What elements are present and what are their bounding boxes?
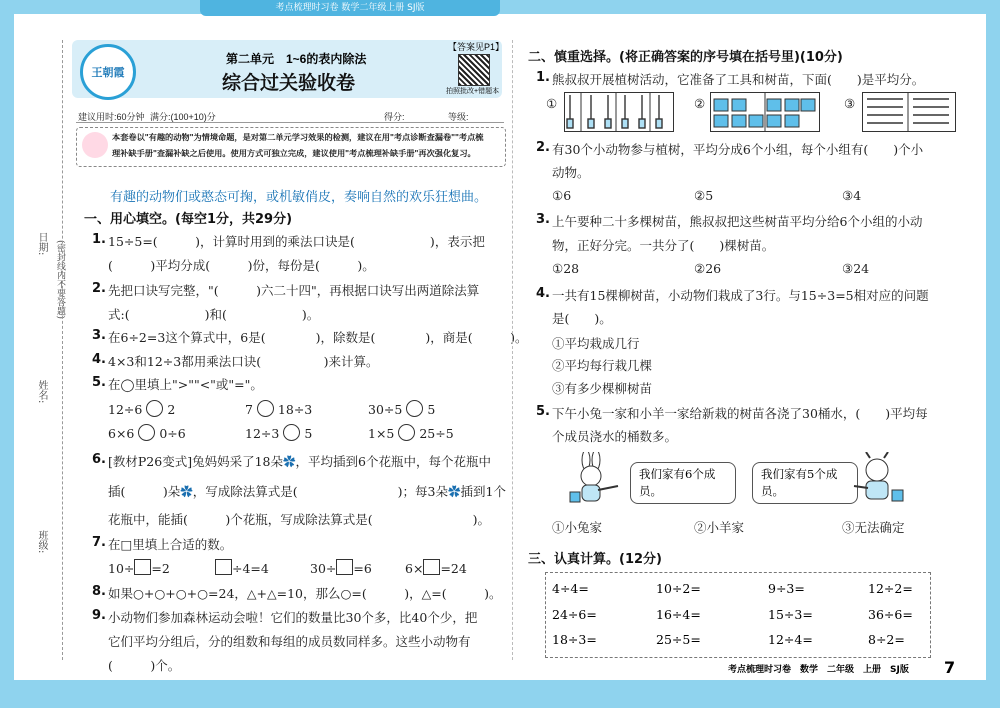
s2-q4-opt3[interactable]: ③有多少棵柳树苗 <box>552 381 653 396</box>
q4-number: 4. <box>92 352 106 367</box>
s2-q3-opt2[interactable]: ②26 <box>694 261 722 276</box>
footer-text: 考点梳理时习卷 数学 二年级 上册 SJ版 <box>728 665 909 675</box>
s2-q4-opt1[interactable]: ①平均栽成几行 <box>552 336 640 351</box>
compare-circle[interactable] <box>257 400 274 417</box>
page-title: 综合过关验收卷 <box>222 73 356 94</box>
calc-item[interactable]: 12÷2= <box>868 581 913 596</box>
q7-line: 在□里填上合适的数。 <box>108 537 233 552</box>
compare-circle[interactable] <box>283 424 300 441</box>
q1-number: 1. <box>92 232 106 247</box>
q7-number: 7. <box>92 535 106 550</box>
calc-item[interactable]: 10÷2= <box>656 581 701 596</box>
goat-icon <box>852 452 908 510</box>
rose-icon: ✿ <box>282 454 296 469</box>
seal-line <box>62 40 63 660</box>
level-field[interactable]: 等级: <box>448 112 469 122</box>
class-label: 班级: <box>36 530 47 554</box>
girl-mascot-icon <box>82 132 108 158</box>
q4-line: 4×3和12÷3都用乘法口诀( )来计算。 <box>108 354 379 369</box>
unit-title: 第二单元 1~6的表内除法 <box>226 52 367 66</box>
s2-q1-opt2-label: ② <box>694 96 706 111</box>
answer-box[interactable] <box>423 559 440 575</box>
rakes-image <box>862 92 956 132</box>
q8-line: 如果○+○+○+○=24，△+△=10，那么○=( )，△=( )。 <box>108 586 502 601</box>
s2-q5-opt2[interactable]: ②小羊家 <box>694 520 745 535</box>
top-banner: 考点梳理时习卷 数学二年级上册 SJ版 <box>200 0 500 16</box>
calc-item[interactable]: 9÷3= <box>768 581 805 596</box>
rose-icon: ✿ <box>448 484 461 499</box>
s2-q5-line-a: 下午小兔一家和小羊一家给新栽的树苗各浇了30桶水，( )平均每 <box>552 406 928 421</box>
s2-q4-opt2[interactable]: ②平均每行栽几棵 <box>552 358 653 373</box>
answer-box[interactable] <box>336 559 353 575</box>
s2-q5-opt1[interactable]: ①小兔家 <box>552 520 603 535</box>
seal-note: (密封线内不要答题) <box>55 240 65 320</box>
s2-q4-line-a: 一共有15棵柳树苗，小动物们栽成了3行。与15÷3=5相对应的问题 <box>552 288 929 303</box>
compare-circle[interactable] <box>138 424 155 441</box>
compare-3: 30÷5 5 <box>368 402 436 417</box>
q6-line-c: 花瓶中，能插( )个花瓶，写成除法算式是( )。 <box>108 512 491 527</box>
s2-q3-line-b: 物，正好分完。一共分了( )棵树苗。 <box>552 238 775 253</box>
section-1-title: 一、用心填空。(每空1分，共29分) <box>84 212 293 227</box>
section-2-title: 二、慎重选择。(将正确答案的序号填在括号里)(10分) <box>528 50 843 65</box>
s2-q2-line-a: 有30个小动物参与植树，平均分成6个小组，每个小组有( )个小 <box>552 142 924 157</box>
q9-line-b: 它们平均分组后，分的组数和每组的成员数同样多。这些小动物有 <box>108 634 471 649</box>
s2-q4-line-b: 是( )。 <box>552 311 612 326</box>
qr-caption: 拍照批改+错题本 <box>446 88 500 95</box>
q6-number: 6. <box>92 452 106 467</box>
calc-box <box>545 572 931 658</box>
compare-5: 12÷3 5 <box>245 426 313 441</box>
page-number: 7 <box>944 658 956 677</box>
calc-item[interactable]: 18÷3= <box>552 632 597 647</box>
buckets-image <box>710 92 820 132</box>
answer-box[interactable] <box>215 559 232 575</box>
compare-1: 12÷6 2 <box>108 402 176 417</box>
q9-line-a: 小动物们参加森林运动会啦！它们的数量比30个多，比40个少，把 <box>108 610 478 625</box>
s2-q4-number: 4. <box>536 286 550 301</box>
date-label: 日期: <box>36 232 47 256</box>
s2-q2-number: 2. <box>536 140 550 155</box>
q1-line-b: ( )平均分成( )份，每份是( )。 <box>108 258 375 273</box>
s2-q2-line-b: 动物。 <box>552 165 590 180</box>
compare-6: 1×5 25÷5 <box>368 426 454 441</box>
s2-q3-opt1[interactable]: ①28 <box>552 261 580 276</box>
calc-item[interactable]: 16÷4= <box>656 607 701 622</box>
q8-number: 8. <box>92 584 106 599</box>
q2-number: 2. <box>92 281 106 296</box>
section-3-title: 三、认真计算。(12分) <box>528 552 662 567</box>
s2-q1-opt1-label: ① <box>546 96 558 111</box>
q9-line-c: ( )个。 <box>108 658 181 673</box>
shovels-image <box>564 92 674 132</box>
q9-number: 9. <box>92 608 106 623</box>
rose-icon: ✿ <box>180 484 193 499</box>
full-score: 满分:(100+10)分 <box>150 112 216 122</box>
answer-box[interactable] <box>134 559 151 575</box>
q2-line-a: 先把口诀写完整，"( )六二十四"，再根据口诀写出两道除法算 <box>108 283 480 298</box>
calc-item[interactable]: 24÷6= <box>552 607 597 622</box>
fill-1: 10÷ =2 <box>108 561 170 576</box>
score-field[interactable]: 得分: <box>384 112 405 122</box>
s2-q1-line: 熊叔叔开展植树活动，它准备了工具和树苗，下面( )是平均分。 <box>552 72 925 87</box>
s2-q3-line-a: 上午要种二十多棵树苗，熊叔叔把这些树苗平均分给6个小组的小动 <box>552 214 923 229</box>
meta-divider <box>76 122 504 123</box>
q6-line-a: [教材P26变式]兔妈妈采了18朵✿，平均插到6个花瓶中，每个花瓶中 <box>108 454 491 469</box>
compare-circle[interactable] <box>398 424 415 441</box>
compare-4: 6×6 0÷6 <box>108 426 186 441</box>
compare-2: 7 18÷3 <box>245 402 313 417</box>
s2-q3-number: 3. <box>536 212 550 227</box>
suggested-time: 建议用时:60分钟 <box>78 112 145 122</box>
compare-circle[interactable] <box>406 400 423 417</box>
q3-line: 在6÷2=3这个算式中，6是( )，除数是( )，商是( )。 <box>108 330 528 345</box>
name-label: 姓名: <box>36 380 47 404</box>
s2-q1-opt3-label: ③ <box>844 96 856 111</box>
tip-line-2: 理补缺手册"查漏补缺之后使用。使用方式可独立完成，建议使用"考点梳理补缺手册"再次强化复习。 <box>112 149 476 158</box>
q6-line-b: 插( )朵✿，写成除法算式是( )；每3朵✿插到1个 <box>108 484 506 499</box>
intro-line: 有趣的动物们或憨态可掬，或机敏俏皮，奏响自然的欢乐狂想曲。 <box>110 189 488 204</box>
s2-q5-line-b: 个成员浇水的桶数多。 <box>552 429 678 444</box>
calc-item[interactable]: 8÷2= <box>868 632 905 647</box>
rabbit-speech-bubble: 我们家有6个成员。 <box>630 462 736 504</box>
s2-q2-opt1[interactable]: ①6 <box>552 188 572 203</box>
rabbit-icon <box>568 452 620 510</box>
calc-item[interactable]: 25÷5= <box>656 632 701 647</box>
s2-q5-opt3[interactable]: ③无法确定 <box>842 520 905 535</box>
compare-circle[interactable] <box>146 400 163 417</box>
fill-3: 30÷ =6 <box>310 561 372 576</box>
q3-number: 3. <box>92 328 106 343</box>
qr-code[interactable] <box>458 54 490 86</box>
fill-2: ÷4=4 <box>215 559 269 576</box>
q5-line: 在◯里填上">""<"或"="。 <box>108 377 263 392</box>
tip-line-1: 本套卷以"有趣的动物"为情境命题，是对第二单元学习效果的检测，建议在用"考点诊断查漏卷""考点梳 <box>112 133 484 142</box>
brand-logo: 王朝霞 <box>80 44 136 100</box>
answer-ref: 【答案见P1】 <box>448 42 505 52</box>
q5-number: 5. <box>92 375 106 390</box>
q1-line-a: 15÷5=( )，计算时用到的乘法口诀是( )，表示把 <box>108 234 485 249</box>
calc-item[interactable]: 36÷6= <box>868 607 913 622</box>
column-divider <box>512 40 513 660</box>
s2-q5-number: 5. <box>536 404 550 419</box>
calc-item[interactable]: 4÷4= <box>552 581 589 596</box>
fill-4: 6× =24 <box>405 561 467 576</box>
s2-q3-opt3[interactable]: ③24 <box>842 261 870 276</box>
q2-line-b: 式:( )和( )。 <box>108 307 320 322</box>
calc-item[interactable]: 12÷4= <box>768 632 813 647</box>
goat-speech-bubble: 我们家有5个成员。 <box>752 462 858 504</box>
s2-q2-opt2[interactable]: ②5 <box>694 188 714 203</box>
calc-item[interactable]: 15÷3= <box>768 607 813 622</box>
s2-q2-opt3[interactable]: ③4 <box>842 188 862 203</box>
s2-q1-number: 1. <box>536 70 550 85</box>
